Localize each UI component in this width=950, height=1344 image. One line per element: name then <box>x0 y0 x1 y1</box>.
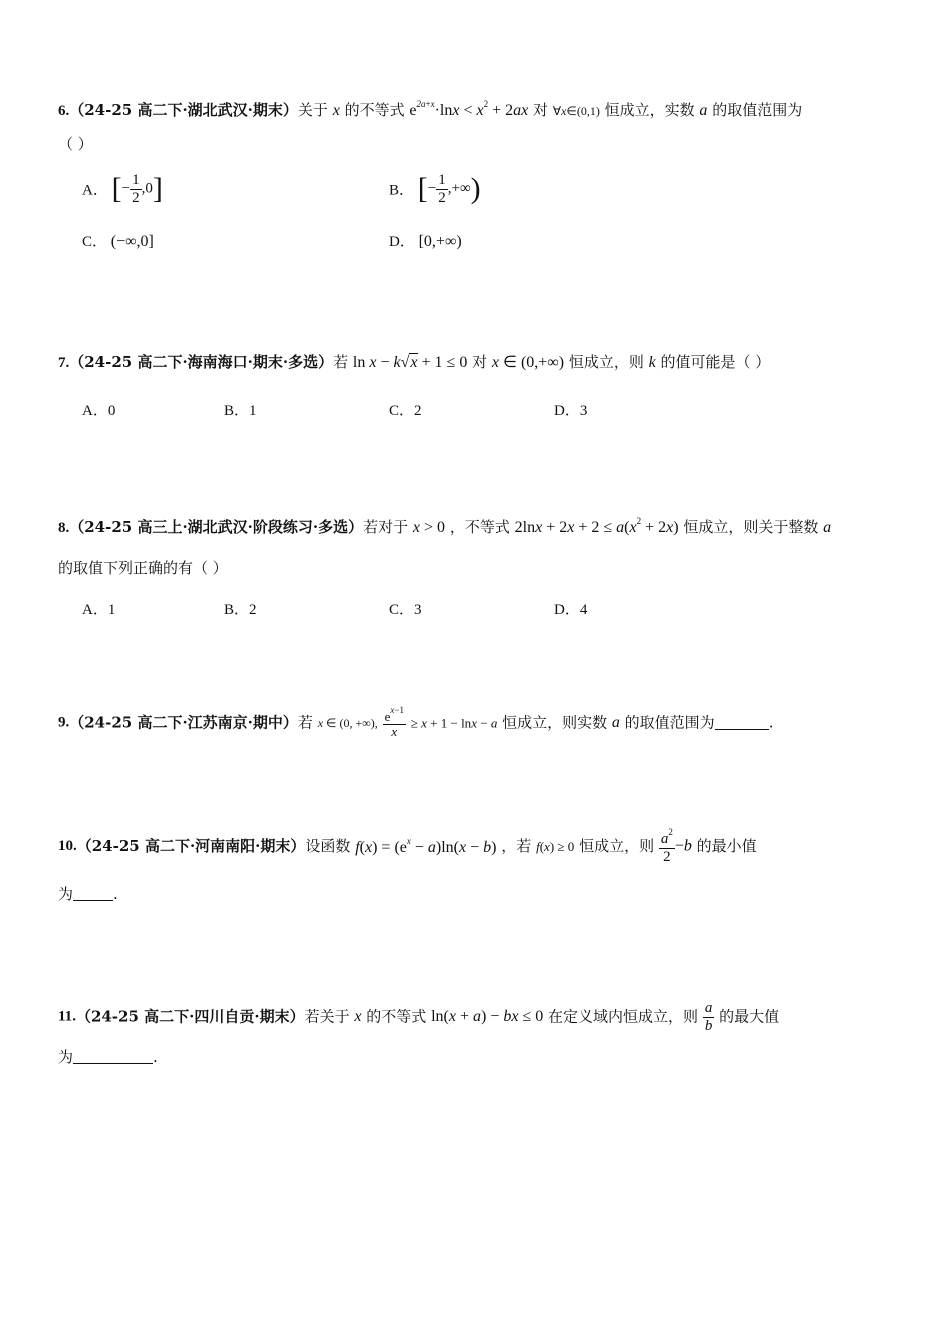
question-9: 9.（24-25 高二下·江苏南京·期中）若 x ∈ (0, +∞), $\frac{e^{x-1}}{x}$ ≥ x + 1 − lnx − a 恒成立，则实数 a 的取值范围为 . <box>58 705 774 740</box>
option-c[interactable]: C．2 <box>389 403 422 419</box>
fraction: $\frac{e^{x-1}}{x}$ <box>384 705 404 740</box>
question-10: 10.（24-25 高二下·河南南阳·期末）设函数 $f(x) = (e^x - a)\ln(x - b)$ ，若 f(x) ≥ 0 恒成立，则 $\frac{a^2}{2}$ −b 的最小值 <box>58 827 757 865</box>
inequality-formula: $2\ln x + 2x + 2 \le a(x^2 + 2x)$ <box>514 516 679 536</box>
answer-blank[interactable] <box>715 715 769 730</box>
inequality-formula: ln x − k√x + 1 ≤ 0 <box>352 354 468 371</box>
answer-blank[interactable] <box>73 886 113 901</box>
question-source: （24-25 高二下·河南南阳·期末） <box>76 837 306 855</box>
question-10-line2: 为 . <box>58 885 118 903</box>
question-7: 7.（24-25 高二下·海南海口·期末·多选）若 ln x − k√x + 1 ≤ 0 对 x ∈ (0,+∞) 恒成立，则 k 的值可能是（ ） <box>58 353 771 371</box>
option-a[interactable]: A． [− $\frac{1}{2}$ ,0] <box>82 172 163 206</box>
question-number: 6 <box>58 103 66 119</box>
option-d[interactable]: D． [0,+∞) <box>389 233 462 250</box>
option-b[interactable]: B． [− $\frac{1}{2}$ ,+∞) <box>389 172 481 206</box>
answer-paren: （ ） <box>58 135 93 153</box>
question-source: （24-25 高三上·湖北武汉·阶段练习·多选） <box>69 518 364 536</box>
option-d[interactable]: D．3 <box>554 403 588 419</box>
question-source: （24-25 高二下·江苏南京·期中） <box>69 713 298 732</box>
question-11-line2: 为 . <box>58 1048 158 1066</box>
inequality-formula: ln(x + a) − bx ≤ 0 <box>431 1008 544 1025</box>
question-source: （24-25 高二下·湖北武汉·期末） <box>69 101 298 119</box>
question-8: 8.（24-25 高三上·湖北武汉·阶段练习·多选）若对于 x > 0 ，不等式 $2\ln x + 2x + 2 \le a(x^2 + 2x)$ 恒成立，则关于整数 a <box>58 516 832 536</box>
question-8-line2: 的取值下列正确的有（ ） <box>58 559 228 577</box>
option-c[interactable]: C．3 <box>389 602 422 618</box>
question-source: （24-25 高二下·四川自贡·期末） <box>75 1007 305 1026</box>
option-a[interactable]: A．1 <box>82 602 116 618</box>
fraction: $\frac{a^2}{2}$ <box>660 827 673 865</box>
option-a[interactable]: A．0 <box>82 403 116 419</box>
option-c[interactable]: C． (−∞,0] <box>82 233 154 250</box>
question-source: （24-25 高二下·海南海口·期末·多选） <box>69 353 334 371</box>
function-definition: $f(x) = (e^x - a)\ln(x - b)$ <box>355 836 497 856</box>
question-11: 11.（24-25 高二下·四川自贡·期末）若关于 x 的不等式 ln(x + a) − bx ≤ 0 在定义域内恒成立，则 $\frac{a}{b}$ 的最大值 <box>58 1000 780 1034</box>
fraction: $\frac{a}{b}$ <box>704 1000 713 1034</box>
inequality-formula: $e^{2a+x}\cdot\ln x < x^2 + 2ax$ <box>409 99 529 119</box>
option-b[interactable]: B．2 <box>224 602 257 618</box>
option-b[interactable]: B．1 <box>224 403 257 419</box>
question-6: 6.（24-25 高二下·湖北武汉·期末）关于 x 的不等式 $e^{2a+x}\cdot\ln x < x^2 + 2ax$ 对 ∀x∈(0,1) 恒成立，实数 a 的取值范围为 <box>58 99 803 119</box>
answer-blank[interactable] <box>73 1049 153 1064</box>
option-d[interactable]: D．4 <box>554 602 588 618</box>
